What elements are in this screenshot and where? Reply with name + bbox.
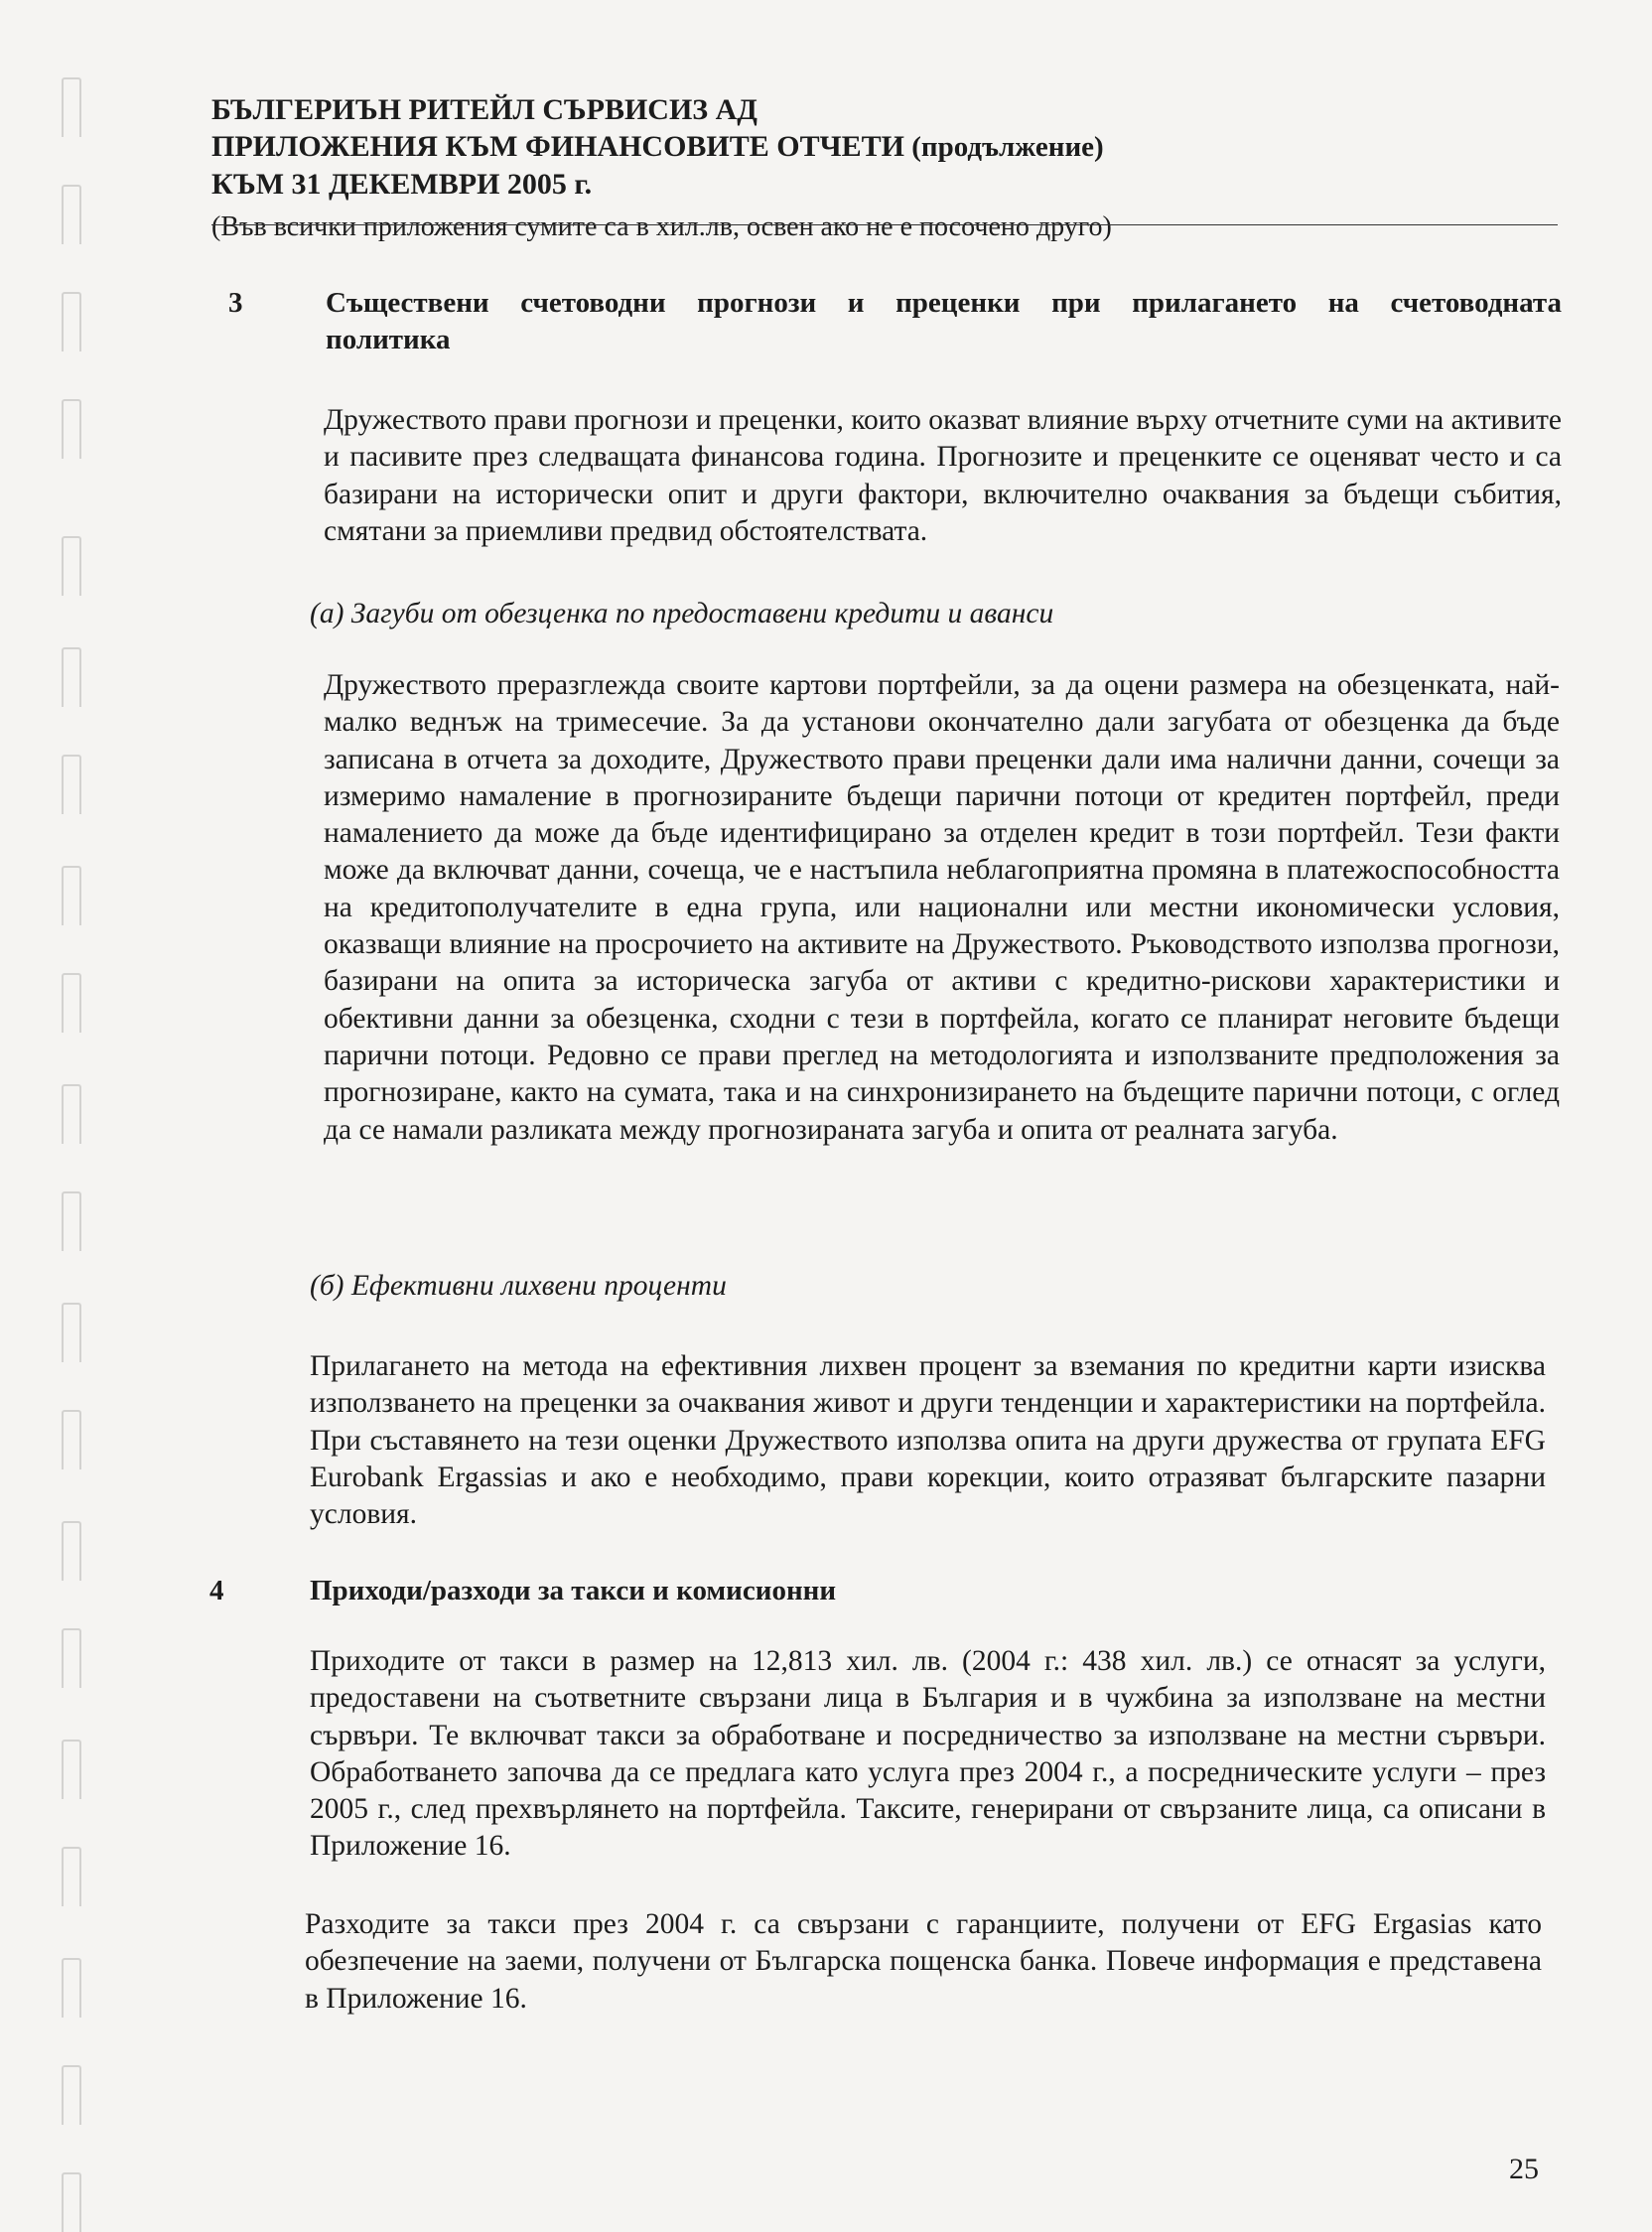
section-4-para2: Разходите за такси през 2004 г. са свързани с гаранциите, получени от EFG Ergasias като обезпечение на заеми, получени от Българска пощенска банка. Повече информация е представена в Приложение 16.: [305, 1908, 1542, 2015]
subsection-b-text: Прилагането на метода на ефективния лихвен процент за вземания по кредитни карти изисква използването на преценки за очаквания живот и други тенденции и характеристики на портфейла. При съставянето на тези оценки Дружеството използва опита на други дружества от групата EFG Eurobank Ergassias и ако е необходимо, прави корекции, които отразяват българските пазарни условия.: [310, 1350, 1546, 1531]
subsection-a-text: Дружеството преразглежда своите картови портфейли, за да оцени размера на обезценката, най-малко веднъж на тримесечие. За да установи окончателно дали загубата от обезценка да бъде записана в отчета за доходите, Дружеството прави преценки дали има налични данни, сочещи за измеримо намаление в прогнозираните бъдещи парични потоци от кредитен портфейл, преди намалението да може да бъде идентифицирано за отделен кредит в този портфейл. Тези факти може да включват данни, сочеща, че е настъпила неблагоприятна промяна в платежоспособността на кредитополучателите в една група, или национални или местни икономически условия, оказващи влияние на просрочието на активите на Дружеството. Ръководството използва прогнози, базирани на опита за историческа загуба от активи с кредитно-рискови характеристики и обективни данни за обезценка, сходни с тези в портфейла, когато се планират неговите бъдещи парични потоци. Редовно се прави преглед на методологията и използваните предположения за прогнозиране, както на сумата, така и на синхронизирането на бъдещите парични потоци, с оглед да се намали разликата между прогнозираната загуба и опита от реалната загуба.: [324, 669, 1560, 1146]
binding-hole: [62, 1191, 81, 1251]
report-date: КЪМ 31 ДЕКЕМВРИ 2005 г.: [211, 168, 593, 201]
section-3-title-line2: политика: [326, 324, 451, 355]
currency-note: (Във всички приложения сумите са в хил.лв, освен ако не е посочено друго): [211, 211, 1112, 242]
report-title: ПРИЛОЖЕНИЯ КЪМ ФИНАНСОВИТЕ ОТЧЕТИ (продължение): [211, 130, 1104, 163]
binding-hole: [62, 2065, 81, 2125]
binding-hole: [62, 292, 81, 351]
binding-hole: [62, 1847, 81, 1906]
section-4-para1: Приходите от такси в размер на 12,813 хил. лв. (2004 г.: 438 хил. лв.) се отнасят за услуги, предоставени на съответните свързани лица в България и в чужбина за използване на местни сървъри. Те включват такси за обработване и посредничество за използване на местни сървъри. Обработването започва да се предлага като услуга през 2004 г., а посредническите услуги – през 2005 г., след прехвърлянето на портфейла. Таксите, генерирани от свързаните лица, са описани в Приложение 16.: [310, 1645, 1546, 1863]
binding-hole: [62, 77, 81, 137]
binding-hole: [62, 1303, 81, 1362]
binding-hole: [62, 1958, 81, 2018]
binding-holes: [52, 0, 111, 2217]
company-name: БЪЛГЕРИЪН РИТЕЙЛ СЪРВИСИЗ АД: [211, 93, 757, 126]
binding-hole: [62, 866, 81, 925]
binding-hole: [62, 2172, 81, 2232]
binding-hole: [62, 647, 81, 707]
binding-hole: [62, 755, 81, 814]
section-4-title: Приходи/разходи за такси и комисионни: [310, 1575, 837, 1606]
binding-hole: [62, 1628, 81, 1688]
binding-hole: [62, 185, 81, 244]
section-3-intro: Дружеството прави прогнози и преценки, които оказват влияние върху отчетните суми на активите и пасивите през следващата финансова година. Прогнозите и преценките се оценяват често и са базирани на исторически опит и други фактори, включително очаквания за бъдещи събития, смятани за приемливи предвид обстоятелствата.: [324, 404, 1562, 547]
binding-hole: [62, 1740, 81, 1799]
subsection-a-title: (а) Загуби от обезценка по предоставени кредити и аванси: [310, 598, 1054, 629]
document-header: [211, 91, 1562, 203]
binding-hole: [62, 1084, 81, 1144]
section-3-number: 3: [228, 287, 243, 319]
binding-hole: [62, 973, 81, 1033]
subsection-b-title: (б) Ефективни лихвени проценти: [310, 1270, 727, 1302]
page-number: 25: [1509, 2153, 1539, 2185]
header-divider: [211, 224, 1558, 225]
section-4-number: 4: [209, 1575, 224, 1606]
binding-hole: [62, 1410, 81, 1469]
binding-hole: [62, 1521, 81, 1581]
binding-hole: [62, 536, 81, 596]
section-3-title-line1: Съществени счетоводни прогнози и преценки при прилагането на счетоводната: [326, 287, 1562, 319]
binding-hole: [62, 399, 81, 459]
